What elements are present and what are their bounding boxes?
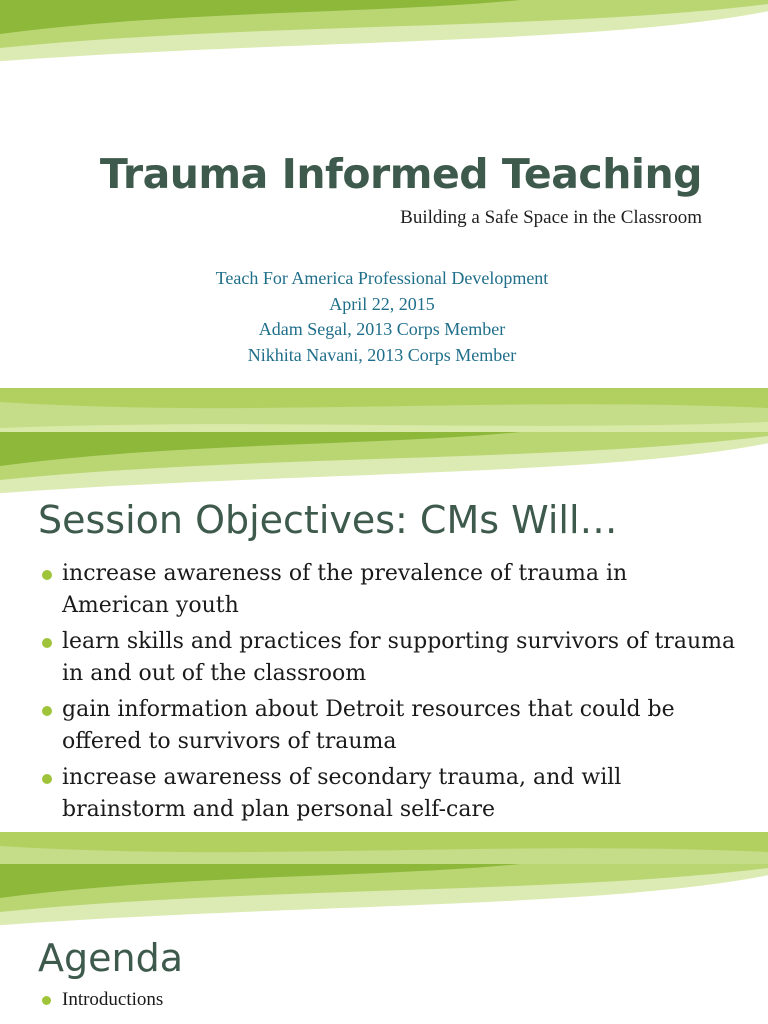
list-item: learn skills and practices for supporting survivors of trauma in and out of the classroom: [40, 626, 740, 689]
title-slide: [0, 0, 768, 392]
agenda-slide: [0, 864, 768, 1024]
list-item: increase awareness of the prevalence of trauma in American youth: [40, 558, 740, 621]
bullet-icon: [42, 638, 52, 648]
objectives-list: [40, 558, 740, 830]
bullet-icon: [42, 706, 52, 716]
agenda-heading: Agenda: [38, 936, 183, 980]
presentation-title: Trauma Informed Teaching: [99, 150, 702, 198]
presentation-subtitle: Building a Safe Space in the Classroom: [400, 207, 702, 228]
bullet-icon: [42, 774, 52, 784]
bullet-icon: [42, 996, 51, 1005]
credit-line: Adam Segal, 2013 Corps Member: [258, 319, 506, 339]
top-wave-decoration: [0, 432, 768, 502]
list-item: Introductions: [40, 989, 163, 1011]
credits-block: [0, 266, 764, 368]
bullet-icon: [42, 570, 52, 580]
credit-line: April 22, 2015: [329, 293, 435, 314]
objectives-heading: Session Objectives: CMs Will…: [38, 498, 618, 542]
top-wave-decoration: [0, 864, 768, 934]
slide-divider: [0, 388, 768, 436]
objectives-slide: [0, 432, 768, 836]
top-wave-decoration: [0, 0, 768, 70]
agenda-list: [40, 989, 163, 1011]
credit-line: Teach For America Professional Development: [215, 268, 549, 288]
list-item: gain information about Detroit resources that could be offered to survivors of trauma: [40, 694, 740, 757]
list-item: increase awareness of secondary trauma, and will brainstorm and plan personal self-care: [40, 762, 740, 825]
credit-line: Nikhita Navani, 2013 Corps Member: [247, 344, 517, 365]
